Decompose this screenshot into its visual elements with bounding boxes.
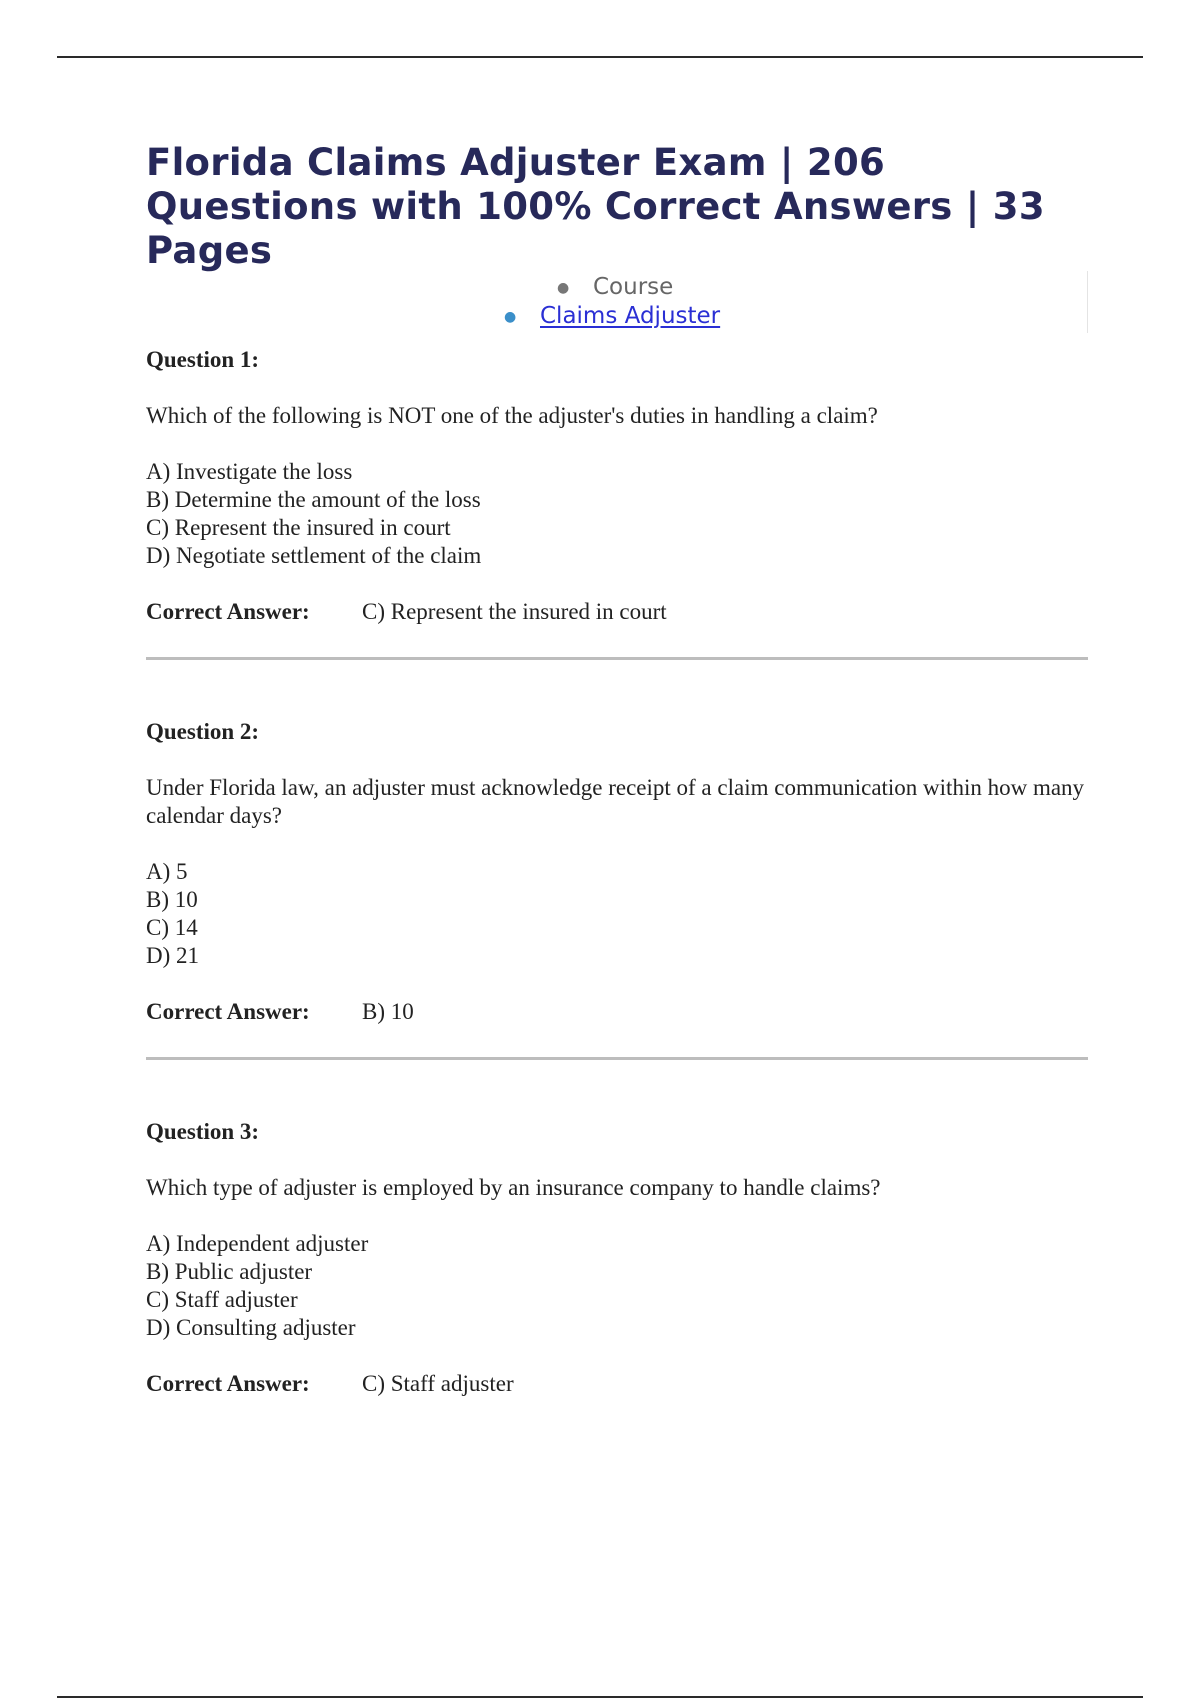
answer-options bbox=[146, 1230, 1088, 1342]
answer-option: B) Determine the amount of the loss bbox=[146, 487, 481, 512]
course-link-item[interactable] bbox=[504, 302, 720, 331]
answer-option: B) Public adjuster bbox=[146, 1259, 313, 1284]
question-text: Which of the following is NOT one of the adjuster's duties in handling a claim? bbox=[146, 403, 878, 428]
question-block bbox=[146, 1118, 1088, 1398]
question-divider bbox=[146, 1057, 1088, 1060]
course-label-item bbox=[557, 273, 673, 302]
course-meta bbox=[146, 271, 1088, 333]
answer-option: A) 5 bbox=[146, 859, 188, 884]
correct-answer-value: B) 10 bbox=[362, 999, 414, 1024]
answer-options bbox=[146, 858, 1088, 970]
question-label: Question 1: bbox=[146, 347, 260, 372]
question-divider bbox=[146, 657, 1088, 660]
correct-answer-label: Correct Answer: bbox=[146, 999, 310, 1024]
answer-option: C) 14 bbox=[146, 915, 198, 940]
question-block bbox=[146, 346, 1088, 660]
document-title: Florida Claims Adjuster Exam | 206 Questions with 100% Correct Answers | 33 Pages bbox=[146, 141, 1045, 272]
bullet-icon: ● bbox=[557, 279, 570, 296]
correct-answer-label: Correct Answer: bbox=[146, 1371, 310, 1396]
correct-answer bbox=[146, 598, 1088, 626]
question-text: Which type of adjuster is employed by an insurance company to handle claims? bbox=[146, 1175, 881, 1200]
answer-options bbox=[146, 458, 1088, 570]
answer-option: D) 21 bbox=[146, 943, 200, 968]
answer-option: C) Represent the insured in court bbox=[146, 515, 451, 540]
document-body bbox=[146, 141, 1088, 1398]
correct-answer bbox=[146, 998, 1088, 1026]
question-text: Under Florida law, an adjuster must acknowledge receipt of a claim communication within how many calendar days? bbox=[146, 775, 1085, 828]
correct-answer bbox=[146, 1370, 1088, 1398]
question-block bbox=[146, 718, 1088, 1060]
answer-option: A) Investigate the loss bbox=[146, 459, 353, 484]
correct-answer-value: C) Staff adjuster bbox=[362, 1371, 514, 1396]
page-top-rule bbox=[57, 56, 1143, 58]
answer-option: B) 10 bbox=[146, 887, 198, 912]
course-label: Course bbox=[593, 274, 674, 300]
question-label: Question 2: bbox=[146, 719, 260, 744]
answer-option: C) Staff adjuster bbox=[146, 1287, 298, 1312]
page-bottom-rule bbox=[57, 1696, 1143, 1698]
bullet-icon: ● bbox=[504, 308, 517, 325]
answer-option: D) Consulting adjuster bbox=[146, 1315, 356, 1340]
question-label: Question 3: bbox=[146, 1119, 260, 1144]
answer-option: A) Independent adjuster bbox=[146, 1231, 369, 1256]
course-link[interactable]: Claims Adjuster bbox=[540, 303, 721, 329]
answer-option: D) Negotiate settlement of the claim bbox=[146, 543, 482, 568]
correct-answer-label: Correct Answer: bbox=[146, 599, 310, 624]
correct-answer-value: C) Represent the insured in court bbox=[362, 599, 667, 624]
